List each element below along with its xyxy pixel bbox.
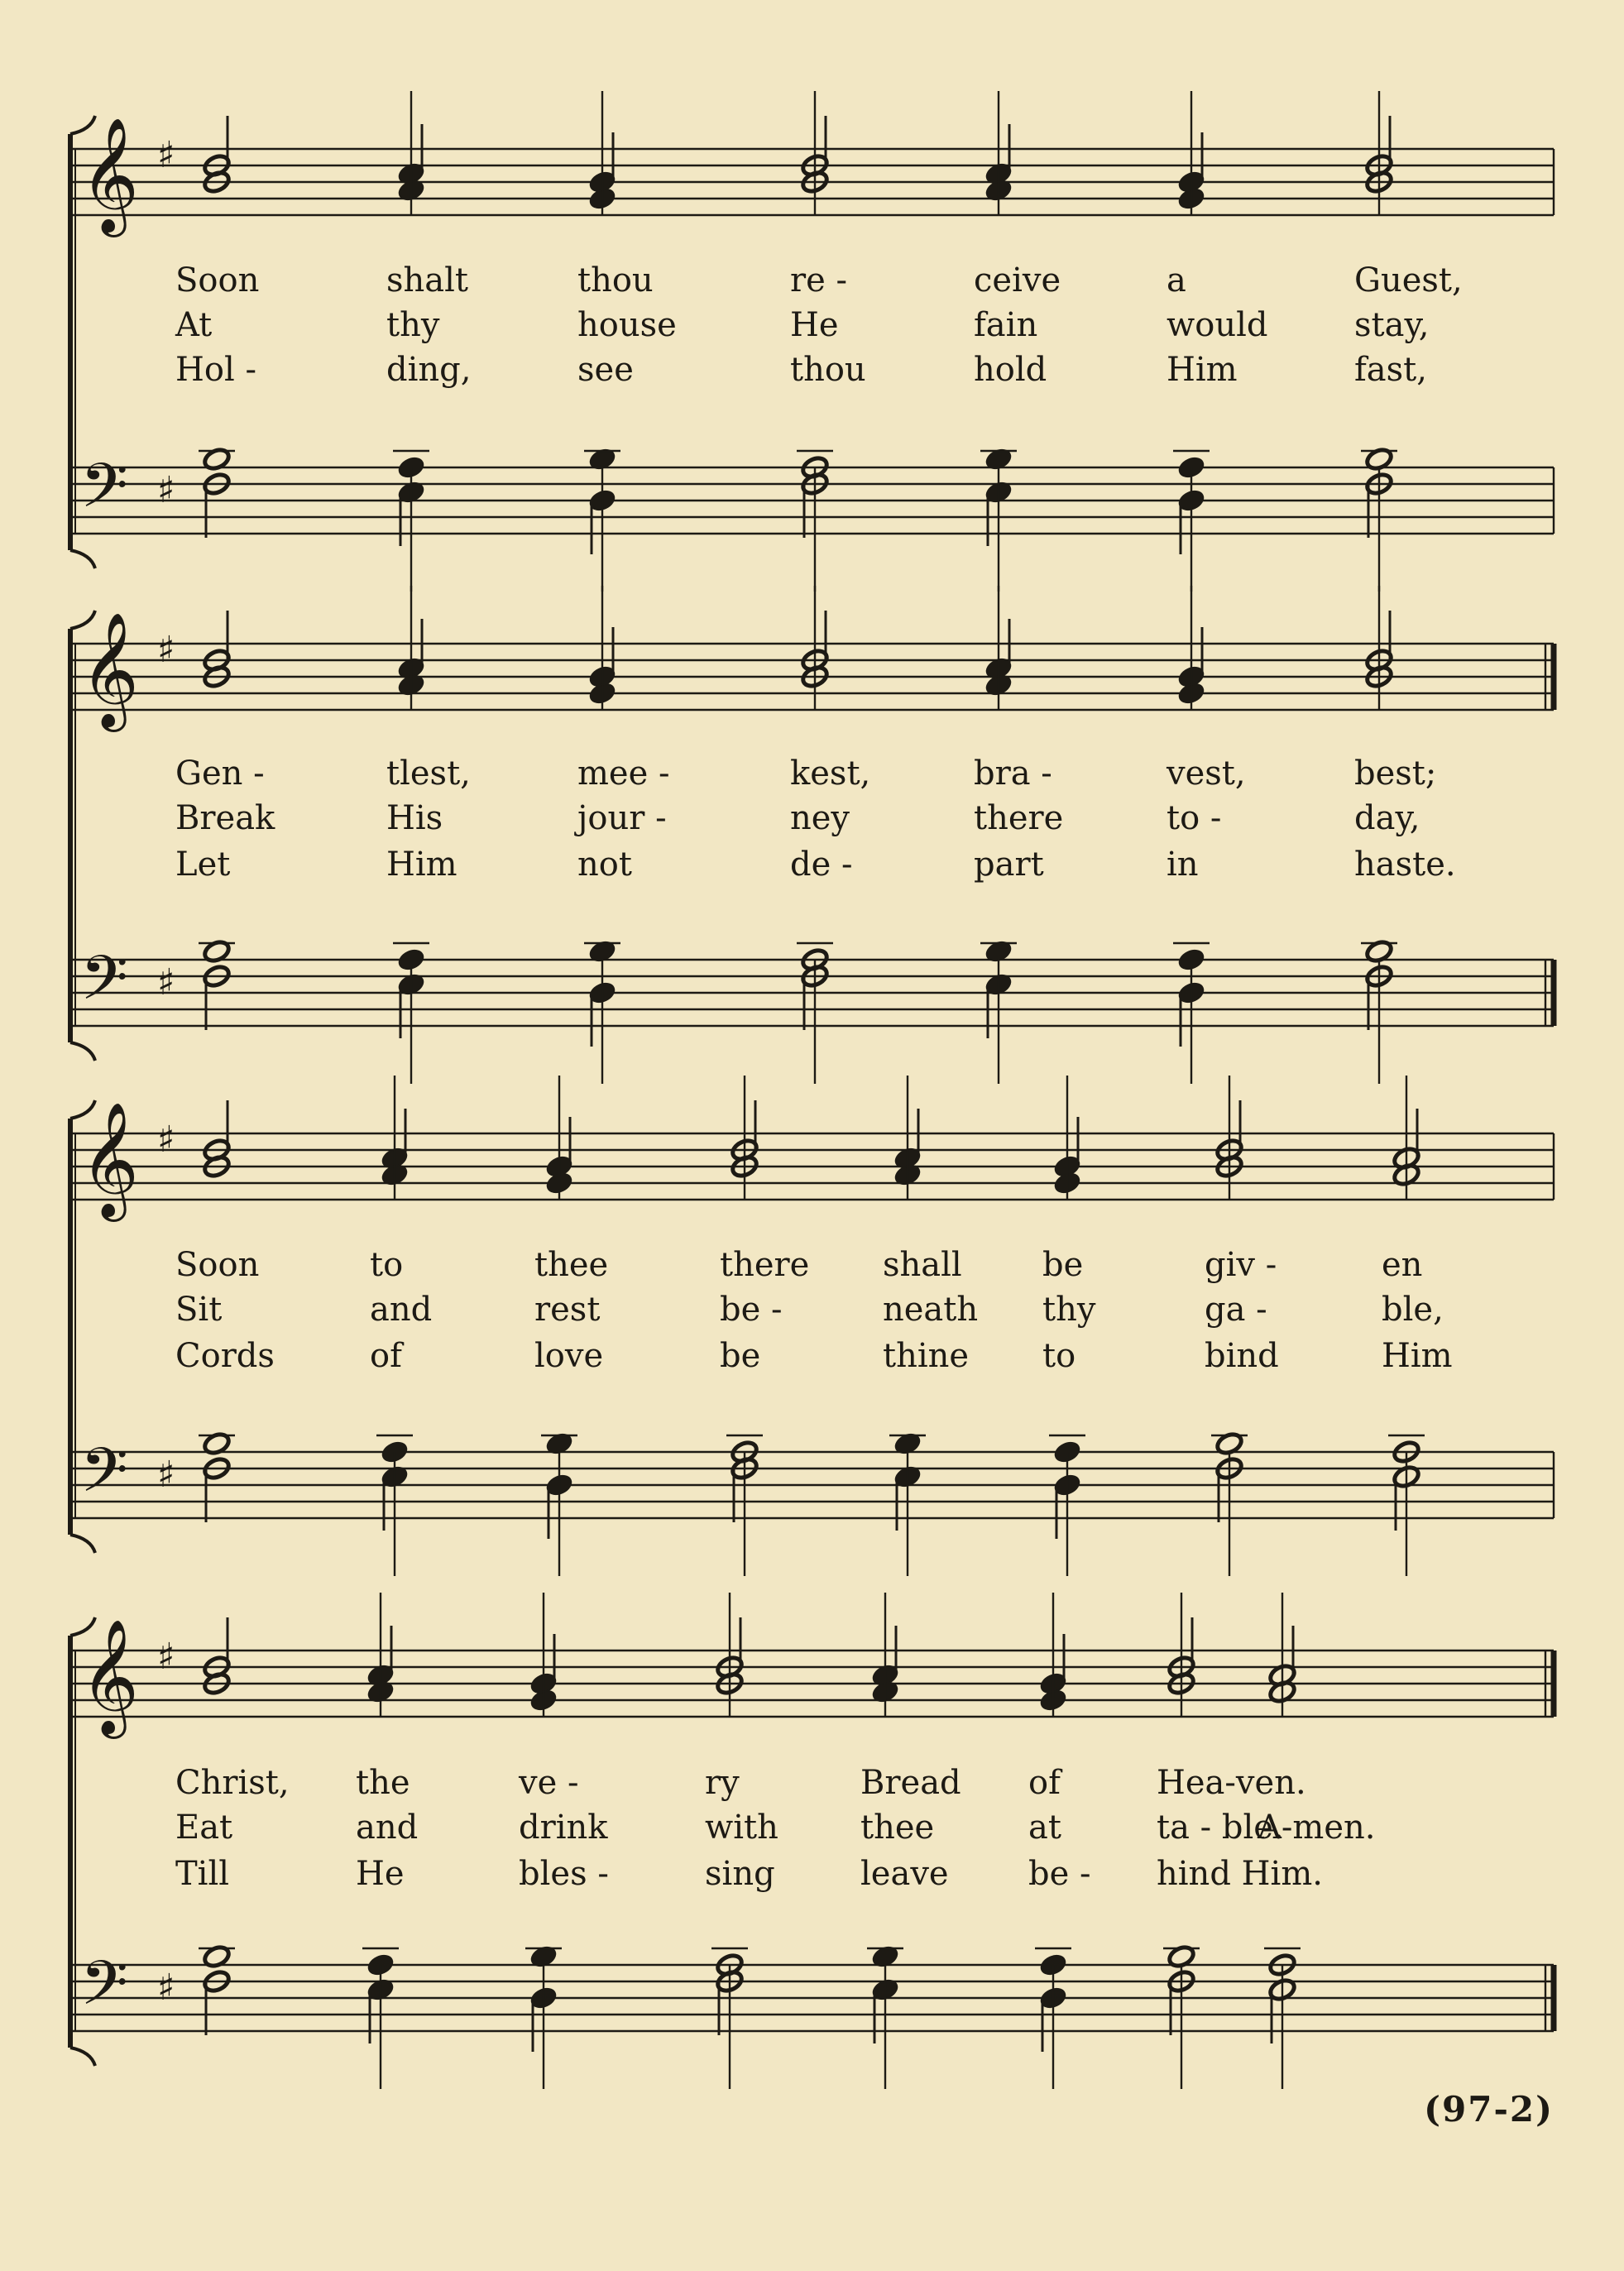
lyric-verse-2: ga - <box>1205 1291 1267 1329</box>
lyric-verse-3: de - <box>790 846 853 884</box>
lyric-verse-2: stay, <box>1354 306 1430 344</box>
lyric-verse-1: of <box>1028 1764 1061 1802</box>
lyric-verse-1: a <box>1167 261 1186 299</box>
lyric-verse-1: Bread <box>860 1764 961 1802</box>
lyric-verse-3: haste. <box>1354 846 1456 884</box>
lyric-verse-3: bind <box>1205 1337 1279 1375</box>
lyric-verse-3: Him <box>386 846 457 884</box>
lyric-verse-1: Guest, <box>1354 261 1463 299</box>
lyric-verse-1: thee <box>534 1246 609 1284</box>
lyric-verse-1: ceive <box>974 261 1061 299</box>
lyric-verse-1: shalt <box>386 261 469 299</box>
lyric-verse-1: to <box>370 1246 404 1284</box>
lyric-verse-3: fast, <box>1354 351 1427 389</box>
lyric-verse-2: Eat <box>175 1809 233 1847</box>
lyric-verse-1: tlest, <box>386 755 471 793</box>
lyric-verse-3: to <box>1042 1337 1076 1375</box>
lyric-verse-3: love <box>534 1337 604 1375</box>
lyric-verse-3: of <box>370 1337 402 1375</box>
lyric-verse-1: mee - <box>577 755 670 793</box>
sharp-icon: ♯ <box>157 134 175 176</box>
lyric-verse-1: re - <box>790 261 848 299</box>
lyric-verse-2: to - <box>1167 799 1222 837</box>
lyric-verse-2: ble, <box>1382 1291 1444 1329</box>
lyric-verse-2: He <box>790 306 839 344</box>
lyric-verse-1: the <box>356 1764 410 1802</box>
sharp-icon: ♯ <box>157 469 175 511</box>
bass-clef: 𝄢 <box>80 942 128 1029</box>
lyric-verse-2: A-men. <box>1258 1809 1376 1847</box>
lyric-verse-3: leave <box>860 1855 949 1893</box>
lyric-verse-1: giv - <box>1205 1246 1277 1284</box>
lyric-verse-3: be <box>720 1337 761 1375</box>
sharp-icon: ♯ <box>157 961 175 1004</box>
lyric-verse-3: hold <box>974 351 1047 389</box>
lyric-verse-1: Soon <box>175 1246 260 1284</box>
lyric-verse-1: thou <box>577 261 654 299</box>
lyric-verse-3: see <box>577 351 634 389</box>
lyric-verse-2: drink <box>519 1809 608 1847</box>
lyric-verse-2: Break <box>175 799 275 837</box>
lyric-verse-2: rest <box>534 1291 601 1329</box>
lyric-verse-2: be - <box>720 1291 783 1329</box>
lyric-verse-2: Sit <box>175 1291 223 1329</box>
treble-clef: 𝄞 <box>80 1619 139 1734</box>
lyric-verse-3: not <box>577 846 632 884</box>
lyric-verse-3: be - <box>1028 1855 1091 1893</box>
lyric-verse-1: Gen - <box>175 755 265 793</box>
lyric-verse-1: Hea-ven. <box>1157 1764 1306 1802</box>
lyric-verse-2: thee <box>860 1809 935 1847</box>
lyric-verse-1: en <box>1382 1246 1423 1284</box>
lyric-verse-3: part <box>974 846 1044 884</box>
sharp-icon: ♯ <box>157 1636 175 1678</box>
lyric-verse-3: hind Him. <box>1157 1855 1323 1893</box>
lyric-verse-3: Him <box>1167 351 1238 389</box>
lyric-verse-3: Cords <box>175 1337 275 1375</box>
lyric-verse-1: Soon <box>175 261 260 299</box>
sharp-icon: ♯ <box>157 1967 175 2009</box>
lyric-verse-2: would <box>1167 306 1268 344</box>
lyric-verse-2: His <box>386 799 443 837</box>
lyric-verse-1: ve - <box>519 1764 579 1802</box>
lyric-verse-3: sing <box>705 1855 775 1893</box>
sharp-icon: ♯ <box>157 1454 175 1496</box>
lyric-verse-3: thine <box>883 1337 970 1375</box>
lyric-verse-3: Him <box>1382 1337 1453 1375</box>
bracket-hook-bottom <box>70 1535 95 1553</box>
lyric-verse-2: ta - ble. <box>1157 1809 1284 1847</box>
lyric-verse-3: Hol - <box>175 351 256 389</box>
bracket-hook-bottom <box>70 2048 95 2066</box>
lyric-verse-2: thy <box>386 306 440 344</box>
lyric-verse-1: there <box>720 1246 810 1284</box>
lyric-verse-3: He <box>356 1855 405 1893</box>
lyric-verse-1: vest, <box>1167 755 1246 793</box>
lyric-verse-2: fain <box>974 306 1038 344</box>
lyric-verse-2: and <box>370 1291 433 1329</box>
bass-clef: 𝄢 <box>80 1948 128 2034</box>
lyric-verse-3: in <box>1167 846 1199 884</box>
treble-clef: 𝄞 <box>80 117 139 232</box>
lyric-verse-1: be <box>1042 1246 1084 1284</box>
lyric-verse-1: Christ, <box>175 1764 290 1802</box>
bass-clef: 𝄢 <box>80 1435 128 1521</box>
lyric-verse-1: best; <box>1354 755 1437 793</box>
treble-clef: 𝄞 <box>80 612 139 727</box>
lyric-verse-2: with <box>705 1809 778 1847</box>
lyric-verse-2: and <box>356 1809 419 1847</box>
lyric-verse-3: ding, <box>386 351 472 389</box>
lyric-verse-3: Till <box>175 1855 230 1893</box>
bracket-hook-bottom <box>70 550 95 568</box>
lyric-verse-1: shall <box>883 1246 962 1284</box>
lyric-verse-1: ry <box>705 1764 740 1802</box>
bass-clef: 𝄢 <box>80 450 128 537</box>
lyric-verse-2: ney <box>790 799 850 837</box>
lyric-verse-1: bra - <box>974 755 1052 793</box>
page-number: (97-2) <box>1424 2089 1554 2130</box>
lyric-verse-2: thy <box>1042 1291 1096 1329</box>
lyric-verse-3: thou <box>790 351 866 389</box>
lyric-verse-2: at <box>1028 1809 1061 1847</box>
lyric-verse-2: At <box>175 306 213 344</box>
lyric-verse-2: jour - <box>577 799 667 837</box>
lyric-verse-1: kest, <box>790 755 871 793</box>
treble-clef: 𝄞 <box>80 1102 139 1217</box>
lyric-verse-2: neath <box>883 1291 979 1329</box>
sharp-icon: ♯ <box>157 629 175 671</box>
bracket-hook-bottom <box>70 1042 95 1061</box>
sharp-icon: ♯ <box>157 1119 175 1161</box>
lyric-verse-3: bles - <box>519 1855 609 1893</box>
lyric-verse-3: Let <box>175 846 231 884</box>
lyric-verse-2: house <box>577 306 677 344</box>
lyric-verse-2: there <box>974 799 1064 837</box>
lyric-verse-2: day, <box>1354 799 1420 837</box>
